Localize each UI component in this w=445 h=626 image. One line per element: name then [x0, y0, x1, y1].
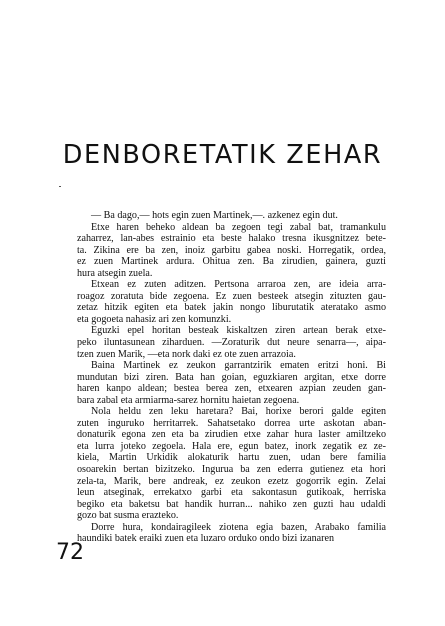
text-line: osoarekin bertan bizitzeko. Ingurua ba zen ederra gutienez eta hori [77, 464, 386, 476]
text-line: ta. Zikina ere ba zen, inoiz garbitu gabea noski. Horregatik, ordea, [77, 244, 386, 256]
chapter-title: DENBORETATIK ZEHAR [62, 140, 383, 170]
text-line: zuten inguruko herritarrek. Sahatsetako dorrea urte askotan aban- [77, 417, 386, 429]
text-line: eta lurra joteko zegoela. Hala ere, egun batez, inork zegatik ez ze- [77, 440, 386, 452]
text-line: — Ba dago,— hots egin zuen Martinek,—. azkenez egin dut. [91, 210, 338, 221]
text-line: hura atsegin zuela. [77, 267, 153, 279]
text-line: zaharrez, lan-abes estrainio eta beste halako tresna ikusgnitzez bete- [77, 233, 386, 245]
text-line: roagoz zoratuta bide zegoena. Ez zuen besteek atsegin zituzten gau- [77, 290, 386, 302]
text-line: Etxe haren beheko aldean ba zegoen tegi zabal bat, tramankulu [91, 221, 386, 233]
text-line: Eguzki epel horitan besteak kiskaltzen ziren artean berak etxe- [91, 325, 386, 337]
text-line: Etxean ez zuten aditzen. Pertsona arraroa zen, are ideia arra- [91, 279, 386, 291]
text-line: Baina Martinek ez zeukon garrantzirik ematen eritzi honi. Bi [91, 360, 386, 372]
text-line: eta gogoeta nahasiz ari zen komunzki. [77, 313, 232, 325]
text-line: Nola heldu zen leku haretara? Bai, horixe berori galde egiten [91, 406, 386, 418]
text-line: kiela, Martin Urkidik alokaturik hartu zuen, udan bere familia [77, 452, 386, 464]
text-line: donaturik egona zen eta ba zirudien etxe zahar hura laster amiltzeko [77, 429, 386, 441]
print-speck [59, 186, 61, 187]
text-line: mundutan bizi ziren. Bata han goian, eguzkiaren argitan, etxe dorre [77, 371, 386, 383]
text-line: ez zuen Martinek ardura. Ohitua zen. Ba zirudien, gainera, guzti [77, 256, 386, 268]
text-line: peko iluntasunean ziharduen. —Zoraturik dut neure senarra—, aipa- [77, 337, 386, 349]
text-line: haren kanpo aldean; bestea berea zen, etxearen azpian zeuden gan- [77, 383, 386, 395]
text-line: zela-ta, Marik, bere andreak, ez zeukon ezetz gogorrik egin. Zelai [77, 475, 386, 487]
text-line: zetaz hitzik egiten eta batek jakin nongo liburutatik ateratako asmo [77, 302, 386, 314]
page-number: 72 [56, 540, 84, 565]
text-line: bara zabal eta armiarma-sarez hornitu haietan zegoena. [77, 394, 300, 406]
text-line: haundiki batek eraiki zuen eta luzaro orduko ondo bizi izanaren [77, 533, 335, 545]
text-line: begiko eta baketsu bat handik hurran... nahiko zen guzti hau udaldi [77, 498, 386, 510]
body-text [77, 210, 386, 545]
text-line: gozo bat susma erazteko. [77, 510, 179, 522]
text-line: tzen zuen Marik, —eta nork daki ez ote zuen arrazoia. [77, 348, 296, 360]
text-line: leun atseginak, errekatxo garbi eta sakontasun gutikoak, herriska [77, 487, 386, 499]
text-line: Dorre hura, kondairagileek ziotena egia bazen, Arabako familia [91, 521, 386, 533]
